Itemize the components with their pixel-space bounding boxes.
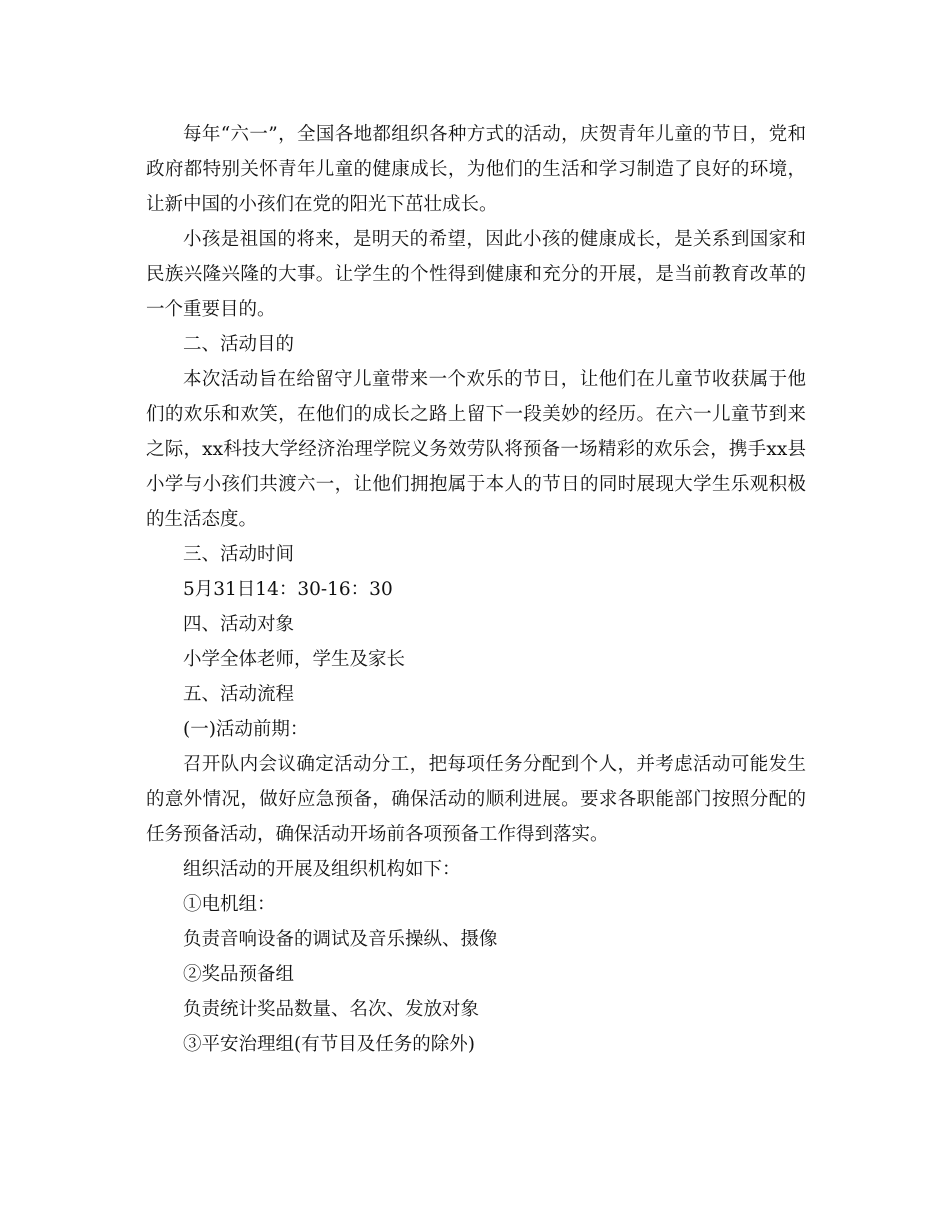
list-item-safety-group: ③平安治理组(有节目及任务的除外) xyxy=(183,1034,475,1055)
paragraph-equipment-duty: 负责音响设备的调试及音乐操纵、摄像 xyxy=(183,929,498,950)
paragraph-activity-time: 5月31日14：30-16：30 xyxy=(183,579,393,600)
paragraph-prize-duty: 负责统计奖品数量、名次、发放对象 xyxy=(183,999,480,1020)
paragraph-intro-1: 每年“六一”，全国各地都组织各种方式的活动，庆贺青年儿童的节日，党和政府都特别关怀青年儿童的健康成长，为他们的生活和学习制造了良好的环境，让新中国的小孩们在党的阳光下茁壮成长。 xyxy=(146,124,806,215)
subheading-pre-activity: (一)活动前期： xyxy=(183,719,309,740)
paragraph-activity-purpose: 本次活动旨在给留守儿童带来一个欢乐的节日，让他们在儿童节收获属于他们的欢乐和欢笑，在他们的成长之路上留下一段美妙的经历。在六一儿童节到来之际，xx科技大学经济治理学院义务效劳队将预备一场精彩的欢乐会，携手xx县小学与小孩们共渡六一，让他们拥抱属于本人的节日的同时展现大学生乐观积极的生活态度。 xyxy=(146,369,806,530)
list-item-prize-group: ②奖品预备组 xyxy=(183,964,295,985)
paragraph-intro-2: 小孩是祖国的将来，是明天的希望，因此小孩的健康成长，是关系到国家和民族兴隆兴隆的大事。让学生的个性得到健康和充分的开展，是当前教育改革的一个重要目的。 xyxy=(146,229,806,320)
heading-activity-process: 五、活动流程 xyxy=(183,684,295,705)
list-item-equipment-group: ①电机组： xyxy=(183,894,276,915)
heading-activity-time: 三、活动时间 xyxy=(183,544,295,565)
heading-activity-audience: 四、活动对象 xyxy=(183,614,295,635)
document-body xyxy=(146,117,806,1062)
paragraph-activity-audience: 小学全体老师，学生及家长 xyxy=(183,649,406,670)
heading-activity-purpose: 二、活动目的 xyxy=(183,334,295,355)
paragraph-pre-activity: 召开队内会议确定活动分工，把每项任务分配到个人，并考虑活动可能发生的意外情况，做好应急预备，确保活动的顺利进展。要求各职能部门按照分配的任务预备活动，确保活动开场前各项预备工作得到落实。 xyxy=(146,754,806,845)
paragraph-organization-intro: 组织活动的开展及组织机构如下： xyxy=(183,859,461,880)
